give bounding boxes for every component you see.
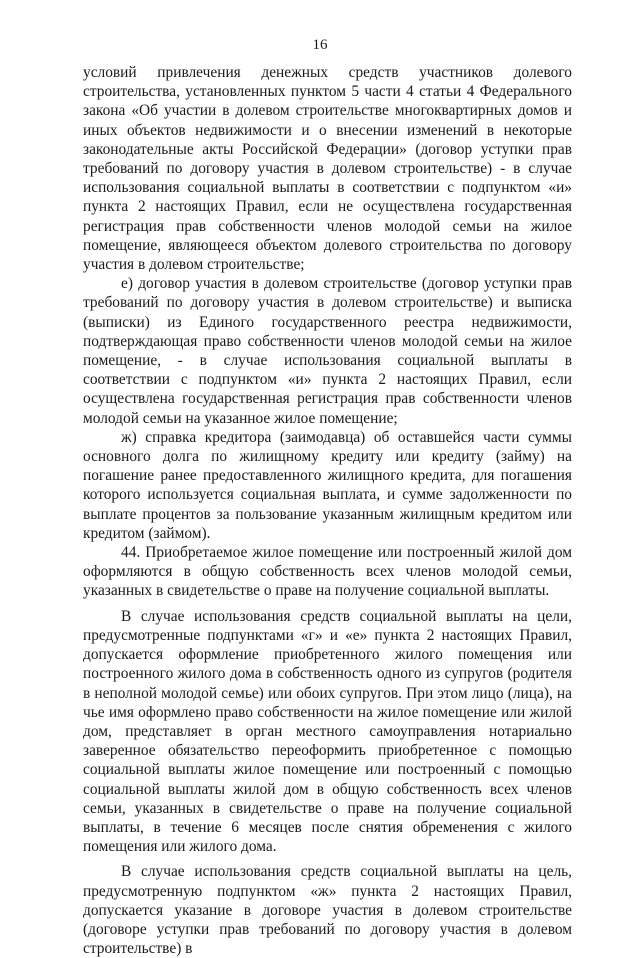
paragraph-item-e: е) договор участия в долевом строительстве (договор уступки прав требований по договору участия в долевом строительстве) и выписка (выписки) из Единого государственного реестра недвижимости, подтверждающая право собственности членов молодой семьи на жилое помещение, - в случае использования социальной выплаты в соответствии с подпунктом «и» пункта 2 настоящих Правил, если осуществлена государственная регистрация прав собственности членов молодой семьи на указанное жилое помещение;: [83, 275, 572, 427]
document-body: [83, 63, 572, 958]
page-number: 16: [312, 37, 328, 53]
paragraph-contract-indication: В случае использования средств социальной выплаты на цель, предусмотренную подпунктом «ж» пункта 2 настоящих Правил, допускается указание в договоре участия в долевом строительстве (договоре уступки прав требований по договору участия в долевом строительстве) в: [83, 863, 572, 958]
paragraph-clause-44: 44. Приобретаемое жилое помещение или построенный жилой дом оформляются в общую собственность всех членов молодой семьи, указанных в свидетельстве о праве на получение социальной выплаты.: [83, 544, 572, 600]
paragraph-continuation: условий привлечения денежных средств участников долевого строительства, установленных пунктом 5 части 4 статьи 4 Федерального закона «Об участии в долевом строительстве многоквартирных домов и иных объектов недвижимости и о внесении изменений в некоторые законодательные акты Российской Федерации» (договор уступки прав требований по договору участия в долевом строительстве) - в случае использования социальной выплаты в соответствии с подпунктом «и» пункта 2 настоящих Правил, если не осуществлена государственная регистрация прав собственности членов молодой семьи на жилое помещение, являющееся объектом долевого строительства по договору участия в долевом строительстве;: [83, 64, 572, 274]
paragraph-item-zh: ж) справка кредитора (заимодавца) об оставшейся части суммы основного долга по жилищному кредиту или кредиту (займу) на погашение ранее предоставленного жилищного кредита, для погашения которого используется социальная выплата, и сумме задолженности по выплате процентов за пользование указанным жилищным кредитом или кредитом (займом).: [83, 428, 572, 542]
paragraph-ownership-registration: В случае использования средств социальной выплаты на цели, предусмотренные подпунктами «г» и «е» пункта 2 настоящих Правил, допускается оформление приобретенного жилого помещения или построенного жилого дома в собственность одного из супругов (родителя в неполной молодой семье) или обоих супругов. При этом лицо (лица), на чье имя оформлено право собственности на жилое помещение или жилой дом, представляет в орган местного самоуправления нотариально заверенное обязательство переоформить приобретенное с помощью социальной выплаты жилое помещение или построенный с помощью социальной выплаты жилой дом в общую собственность всех членов семьи, указанных в свидетельстве о праве на получение социальной выплаты, в течение 6 месяцев после снятия обременения с жилого помещения или жилого дома.: [83, 607, 572, 856]
